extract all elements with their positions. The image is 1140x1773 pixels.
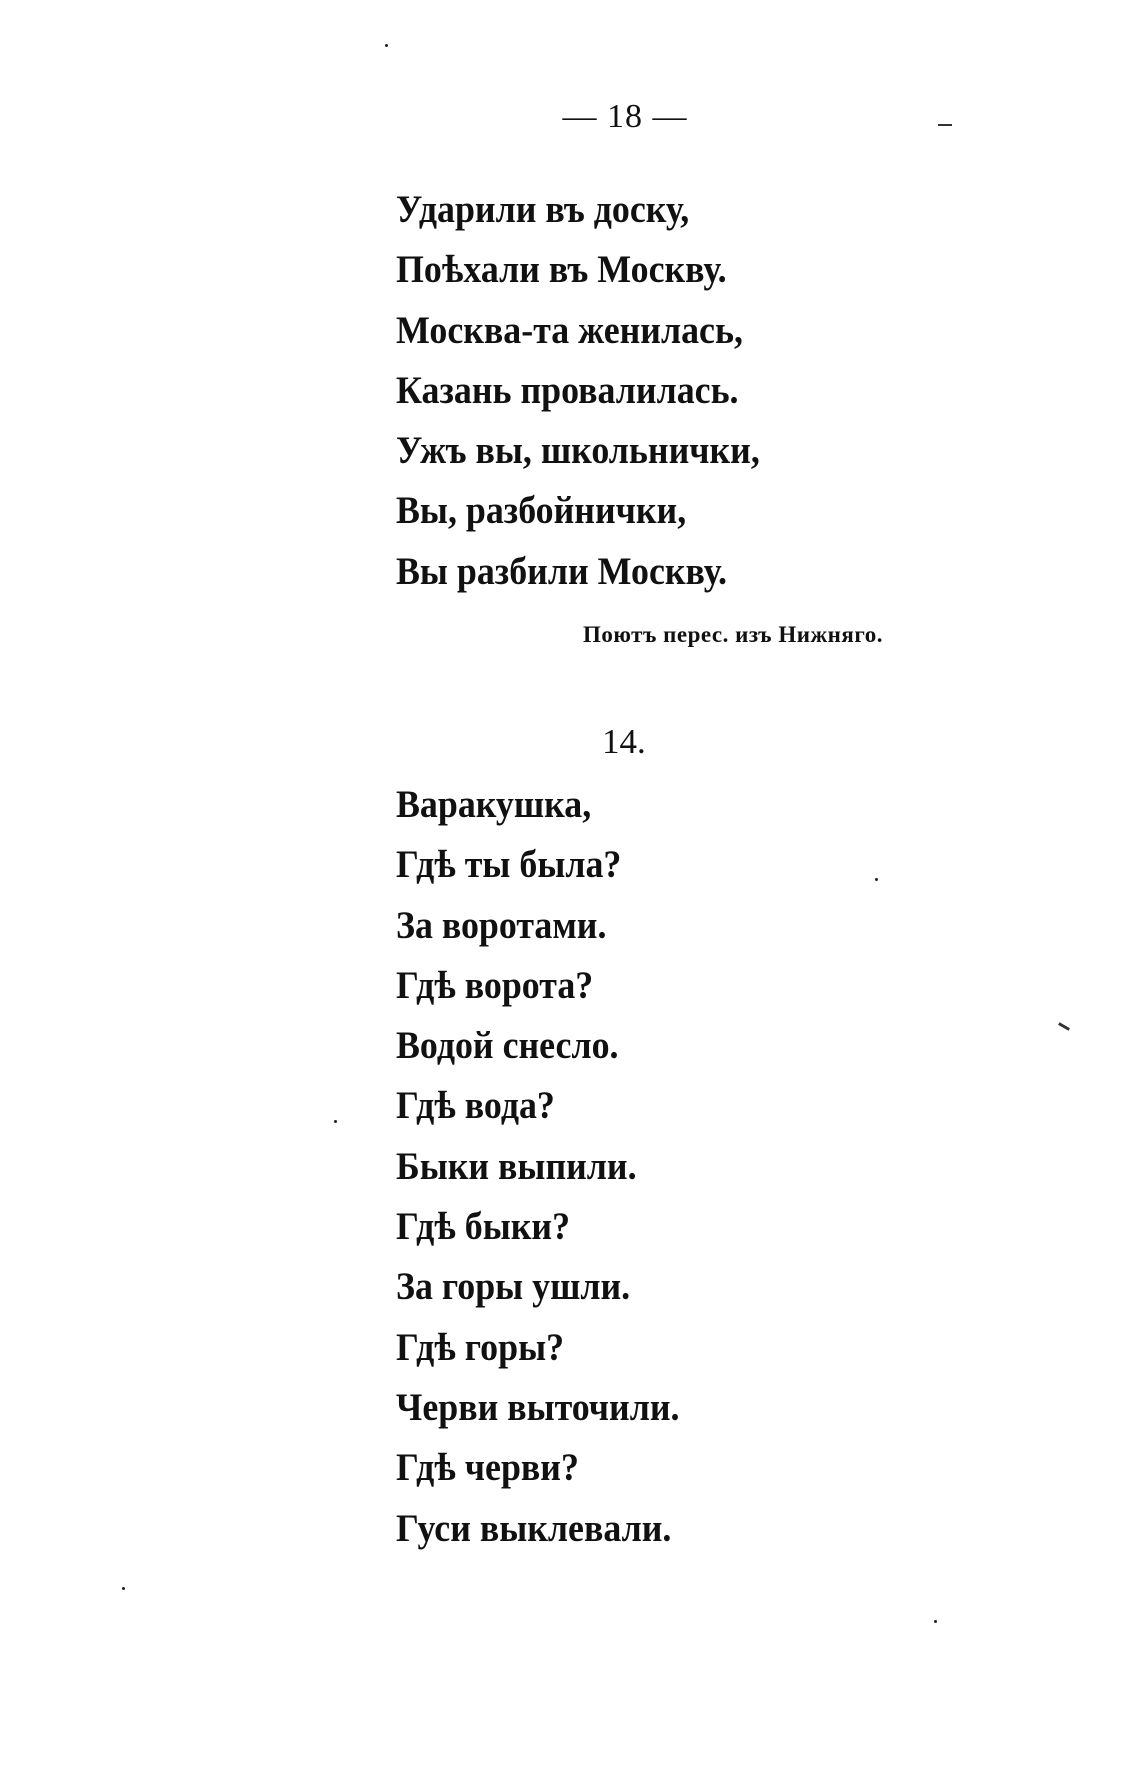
verse-line: Ударили въ доску, <box>396 188 690 231</box>
verse-line: Ужъ вы, школьнички, <box>396 429 760 473</box>
verse-line: Гуси выклевали. <box>396 1506 672 1550</box>
stanza-1 <box>396 180 791 602</box>
scan-mark <box>1058 1022 1070 1031</box>
verse-line: Варакушка, <box>396 783 592 826</box>
verse-line: За воротами. <box>396 903 607 947</box>
verse-line: Вы разбили Москву. <box>396 549 728 593</box>
verse-line: Казань провалилась. <box>396 368 739 412</box>
verse-line: Поѣхали въ Москву. <box>396 248 727 292</box>
verse-line: Гдѣ ворота? <box>396 963 594 1007</box>
scan-speck <box>385 44 388 47</box>
scan-mark <box>938 124 952 126</box>
verse-line: Гдѣ горы? <box>396 1325 565 1369</box>
verse-line: Вы, разбойнички, <box>396 489 687 533</box>
verse-line: За горы ушли. <box>396 1265 631 1309</box>
verse-line: Быки выпили. <box>396 1144 637 1188</box>
scan-speck <box>122 1587 125 1590</box>
verse-line: Черви выточили. <box>396 1385 680 1429</box>
verse-line: Москва-та женилась, <box>396 308 743 352</box>
verse-line: Гдѣ ты была? <box>396 843 622 887</box>
verse-line: Водой снесло. <box>396 1024 619 1068</box>
section-number: 14. <box>602 722 646 761</box>
stanza-2 <box>396 775 704 1559</box>
source-note: Поютъ перес. изъ Нижняго. <box>583 622 883 647</box>
scan-speck <box>875 878 878 881</box>
verse-line: Гдѣ быки? <box>396 1205 571 1249</box>
verse-line: Гдѣ черви? <box>396 1446 579 1490</box>
scan-speck <box>334 1120 337 1123</box>
page-number: — 18 — <box>562 98 688 135</box>
verse-line: Гдѣ вода? <box>396 1084 555 1128</box>
scan-speck <box>934 1620 937 1623</box>
